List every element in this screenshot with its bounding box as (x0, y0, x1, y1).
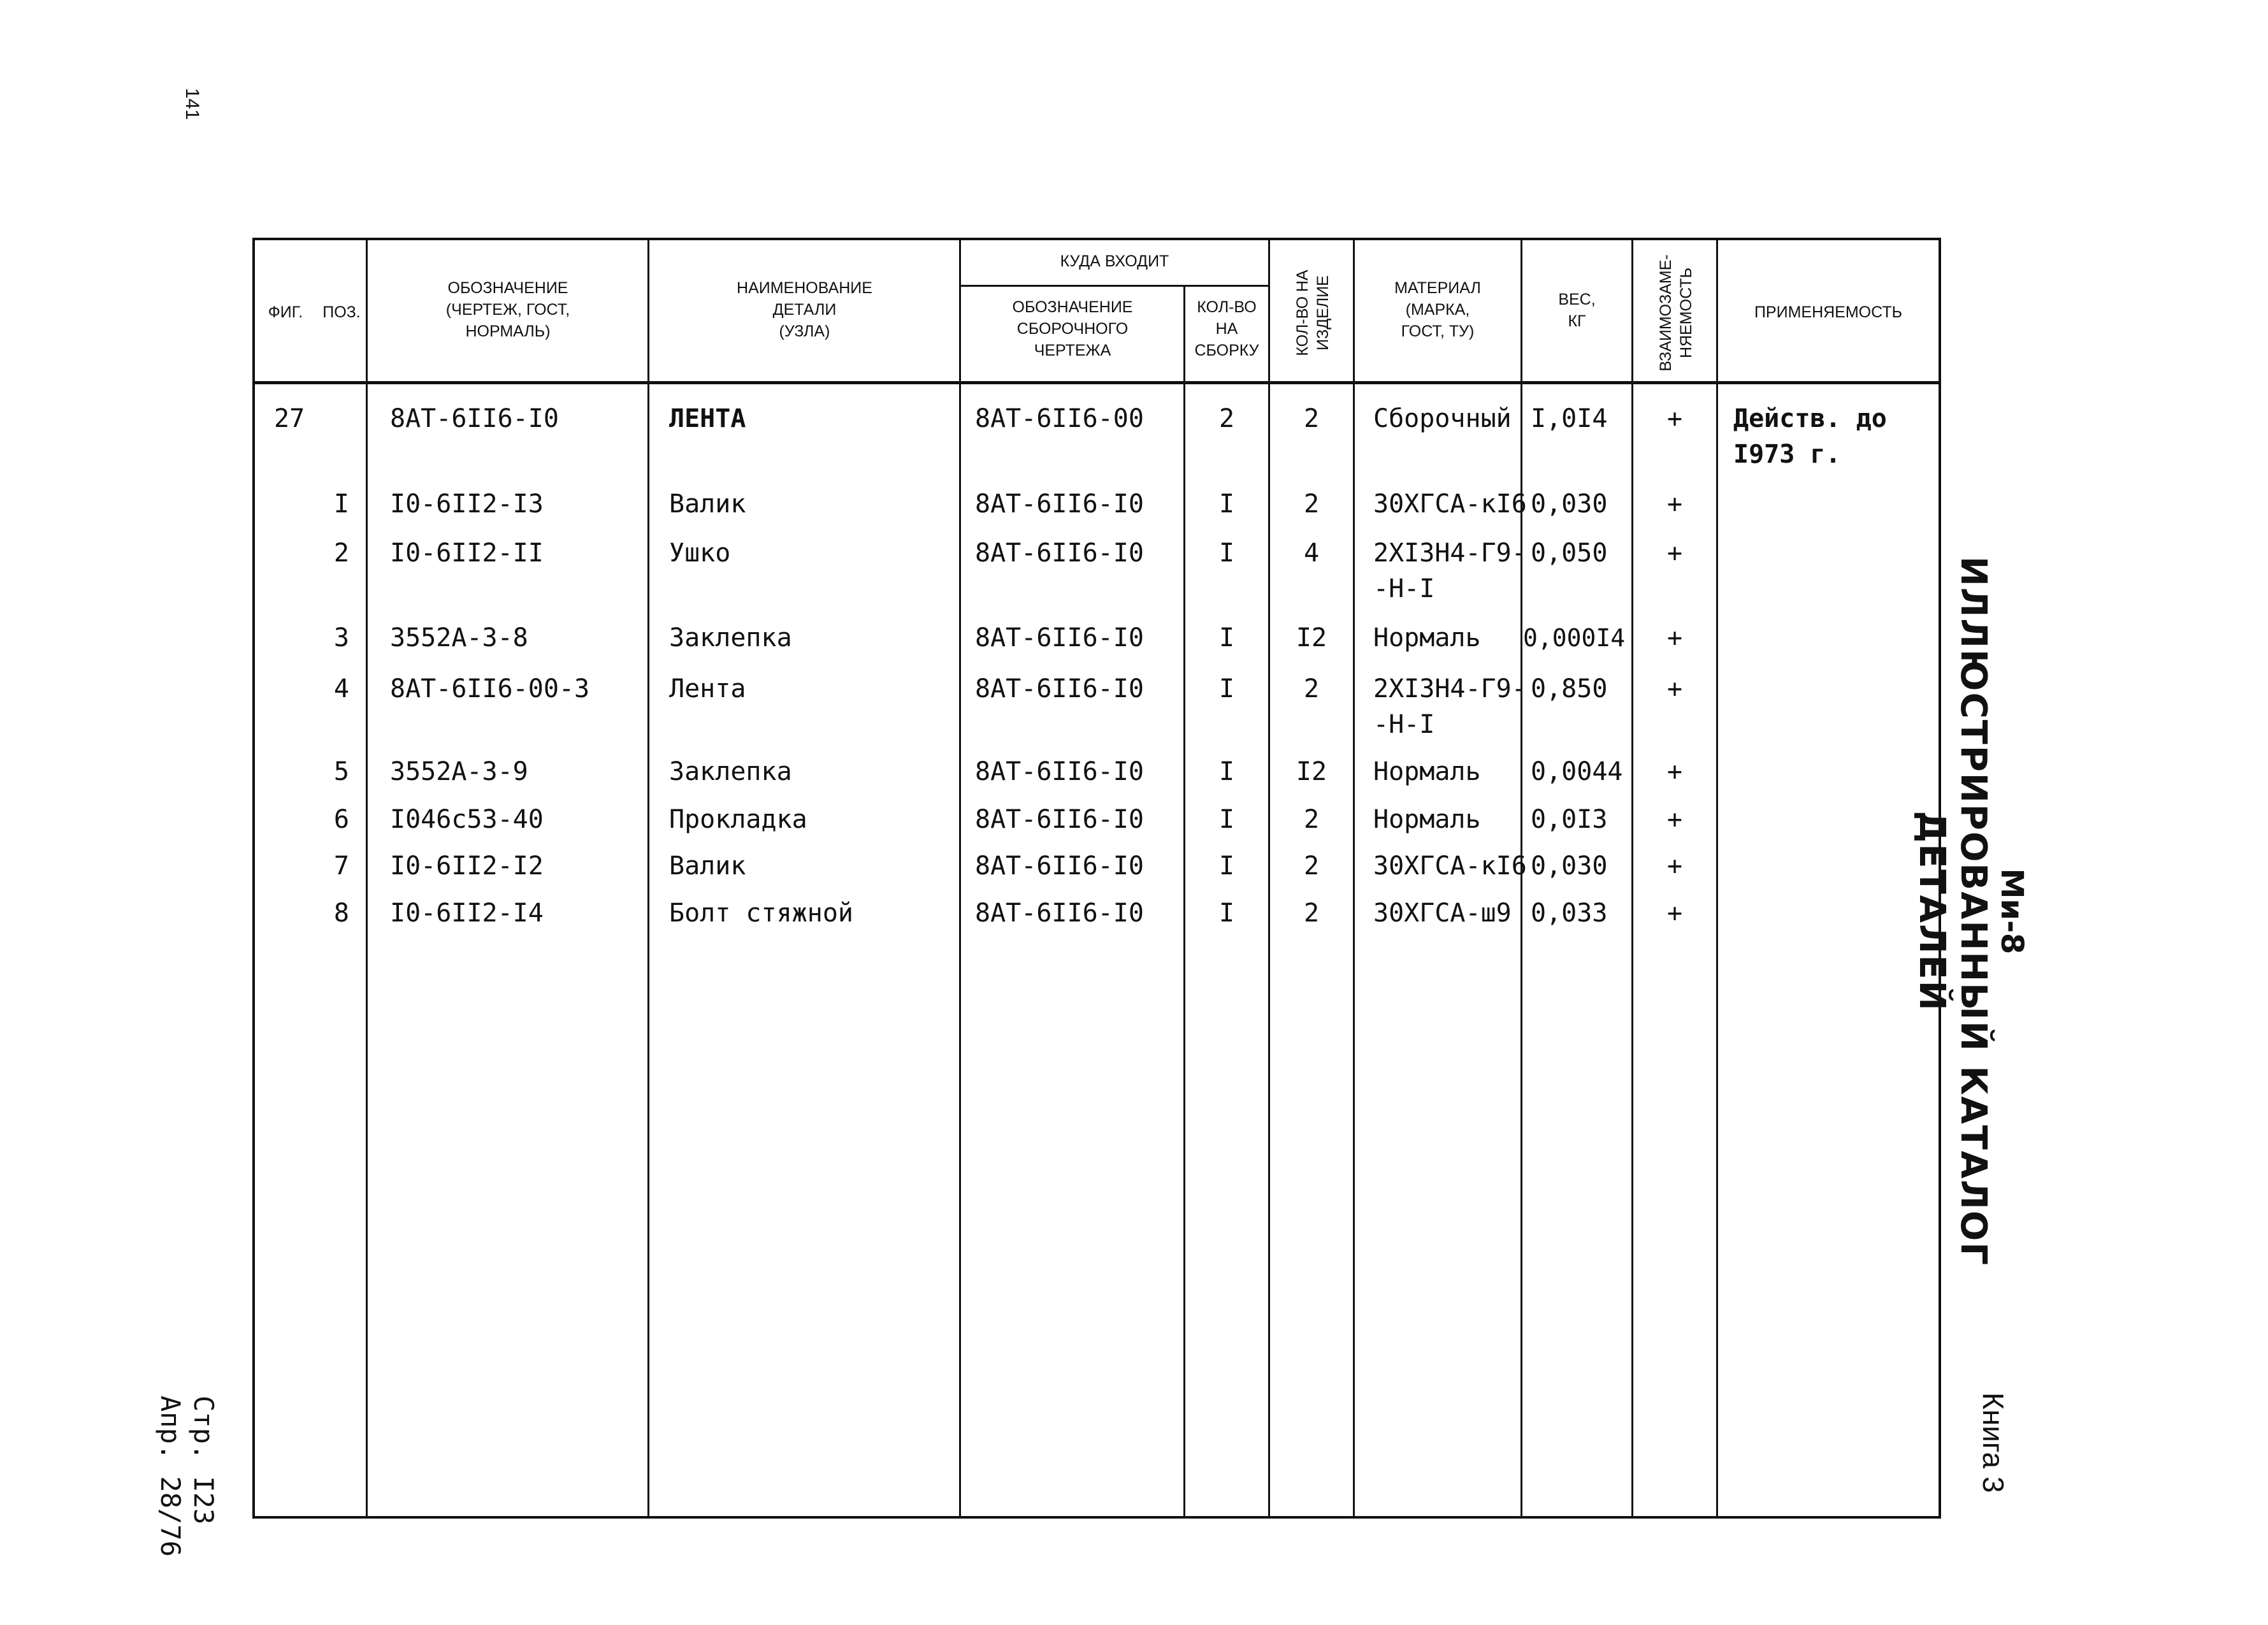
cell-designation: 3552А-3-8 (390, 623, 528, 653)
cell-assembly: 8АТ-6II6-I0 (975, 674, 1144, 704)
cell-name: Ушко (669, 538, 731, 568)
cell-qty-assembly: I (1218, 757, 1235, 786)
cell-assembly: 8АТ-6II6-I0 (975, 899, 1144, 928)
cell-interchange: + (1666, 805, 1683, 834)
cell-weight: I,0I4 (1531, 404, 1608, 433)
cell-material: 30ХГСА-кI6 (1373, 851, 1527, 881)
aircraft-code: Ми-8 (1994, 868, 2030, 955)
header-qty-product: КОЛ-ВО НА ИЗДЕЛИЕ (1294, 270, 1332, 356)
cell-designation: 8АТ-6II6-00-3 (390, 674, 590, 704)
cell-name: Валик (669, 851, 746, 881)
cell-assembly: 8АТ-6II6-I0 (975, 538, 1144, 568)
cell-qty-assembly: I (1218, 851, 1235, 881)
cell-interchange: + (1666, 404, 1683, 433)
page-number: 141 (182, 88, 203, 120)
cell-qty-product: 2 (1303, 805, 1320, 834)
cell-qty-product: 2 (1303, 851, 1320, 881)
cell-material: 2ХI3Н4-Г9- -Н-I (1373, 538, 1527, 603)
cell-interchange: + (1666, 757, 1683, 786)
cell-designation: 3552А-3-9 (390, 757, 528, 786)
cell-qty-assembly: I (1218, 805, 1235, 834)
cell-qty-product: 2 (1303, 489, 1320, 519)
cell-weight: 0,000I4 (1523, 624, 1626, 652)
header-material: МАТЕРИАЛ (МАРКА, ГОСТ, ТУ) (1394, 279, 1481, 340)
cell-qty-product: 2 (1303, 404, 1320, 433)
cell-interchange: + (1666, 489, 1683, 519)
cell-qty-product: 2 (1303, 899, 1320, 928)
cell-assembly: 8АТ-6II6-I0 (975, 623, 1144, 653)
cell-name: ЛЕНТА (669, 404, 746, 433)
cell-pos: I (333, 489, 349, 519)
cell-weight: 0,050 (1531, 538, 1608, 568)
cell-applicability: Действ. до I973 г. (1733, 404, 1887, 469)
cell-material: Сборочный (1373, 404, 1512, 433)
cell-material: Нормаль (1373, 623, 1481, 653)
cell-assembly: 8АТ-6II6-I0 (975, 805, 1144, 834)
column-divider (959, 240, 961, 1516)
catalog-title: ИЛЛЮСТРИРОВАННЫЙ КАТАЛОГ ДЕТАЛЕЙ (1911, 556, 1994, 1267)
header-divider (959, 285, 1268, 287)
cell-qty-product: I2 (1296, 757, 1327, 786)
cell-designation: I046с53-40 (390, 805, 544, 834)
header-applicability: ПРИМЕНЯЕМОСТЬ (1754, 303, 1903, 321)
cell-material: 2ХI3Н4-Г9- -Н-I (1373, 674, 1527, 739)
cell-weight: 0,030 (1531, 489, 1608, 519)
header-weight: ВЕС, КГ (1558, 291, 1596, 330)
header-assembly-drawing: ОБОЗНАЧЕНИЕ СБОРОЧНОГО ЧЕРТЕЖА (1012, 298, 1133, 359)
cell-weight: 0,0044 (1531, 757, 1623, 786)
cell-interchange: + (1666, 674, 1683, 704)
cell-assembly: 8АТ-6II6-I0 (975, 489, 1144, 519)
cell-designation: 8АТ-6II6-I0 (390, 404, 559, 433)
column-divider (1716, 240, 1718, 1516)
cell-qty-product: 4 (1303, 538, 1320, 568)
cell-pos: 6 (333, 805, 349, 834)
cell-material: Нормаль (1373, 757, 1481, 786)
cell-qty-product: 2 (1303, 674, 1320, 704)
cell-qty-assembly: I (1218, 623, 1235, 653)
cell-pos: 2 (333, 538, 349, 568)
header-interchangeability: ВЗАИМОЗАМЕ- НЯЕМОСТЬ (1657, 254, 1695, 372)
cell-assembly: 8АТ-6II6-I0 (975, 851, 1144, 881)
cell-name: Лента (669, 674, 746, 704)
cell-name: Заклепка (669, 757, 792, 786)
cell-weight: 0,033 (1531, 899, 1608, 928)
cell-name: Болт стяжной (669, 899, 853, 928)
cell-pos: 7 (333, 851, 349, 881)
column-divider (647, 240, 649, 1516)
header-included-in: КУДА ВХОДИТ (1060, 252, 1169, 270)
cell-weight: 0,030 (1531, 851, 1608, 881)
page-reference: Стр. I23 Апр. 28/76 (155, 1396, 219, 1557)
header-designation: ОБОЗНАЧЕНИЕ (ЧЕРТЕЖ, ГОСТ, НОРМАЛЬ) (445, 279, 570, 340)
cell-qty-product: I2 (1296, 623, 1327, 653)
parts-catalog-table (252, 238, 1941, 1519)
cell-weight: 0,850 (1531, 674, 1608, 704)
cell-designation: I0-6II2-I2 (390, 851, 544, 881)
cell-pos: 3 (333, 623, 349, 653)
cell-qty-assembly: I (1218, 538, 1235, 568)
book-label: Книга 3 (1977, 1392, 2010, 1493)
cell-interchange: + (1666, 899, 1683, 928)
header-name: НАИМЕНОВАНИЕ ДЕТАЛИ (УЗЛА) (737, 279, 872, 340)
cell-weight: 0,0I3 (1531, 805, 1608, 834)
cell-designation: I0-6II2-I3 (390, 489, 544, 519)
cell-pos: 8 (333, 899, 349, 928)
cell-name: Заклепка (669, 623, 792, 653)
cell-material: 30ХГСА-кI6 (1373, 489, 1527, 519)
cell-interchange: + (1666, 623, 1683, 653)
column-divider (366, 240, 368, 1516)
cell-interchange: + (1666, 538, 1683, 568)
header-qty-assembly: КОЛ-ВО НА СБОРКУ (1194, 298, 1259, 359)
cell-name: Валик (669, 489, 746, 519)
cell-assembly: 8АТ-6II6-00 (975, 404, 1144, 433)
cell-qty-assembly: I (1218, 899, 1235, 928)
cell-assembly: 8АТ-6II6-I0 (975, 757, 1144, 786)
header-pos: ПОЗ. (322, 303, 361, 321)
cell-material: Нормаль (1373, 805, 1481, 834)
cell-designation: I0-6II2-II (390, 538, 544, 568)
cell-fig: 27 (274, 404, 305, 433)
cell-material: 30ХГСА-ш9 (1373, 899, 1512, 928)
cell-name: Прокладка (669, 805, 807, 834)
cell-pos: 4 (333, 674, 349, 704)
cell-interchange: + (1666, 851, 1683, 881)
cell-qty-assembly: I (1218, 674, 1235, 704)
column-divider (1353, 240, 1355, 1516)
header-fig: ФИГ. (268, 303, 303, 321)
cell-qty-assembly: I (1218, 489, 1235, 519)
cell-designation: I0-6II2-I4 (390, 899, 544, 928)
catalog-side-title (1911, 484, 2030, 1338)
cell-qty-assembly: 2 (1218, 404, 1235, 433)
cell-pos: 5 (333, 757, 349, 786)
